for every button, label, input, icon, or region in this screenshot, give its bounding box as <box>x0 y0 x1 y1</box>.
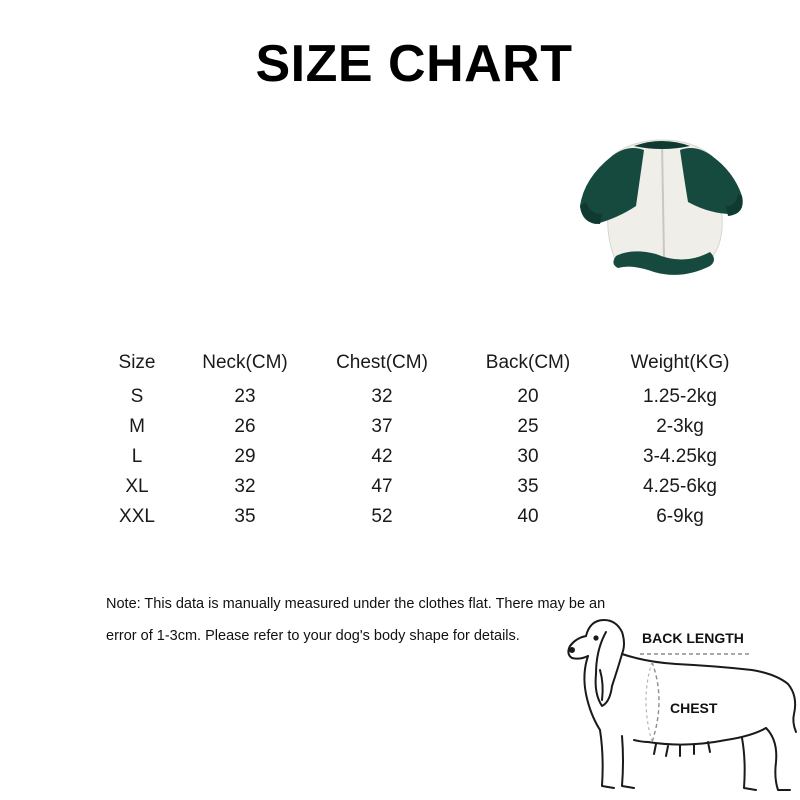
table-row <box>96 502 756 532</box>
cell-size: M <box>129 416 145 437</box>
cell-chest: 32 <box>371 386 393 407</box>
cell-weight: 2-3kg <box>656 416 704 437</box>
cell-weight: 1.25-2kg <box>643 386 717 407</box>
cell-size: S <box>130 386 144 407</box>
cell-neck: 26 <box>234 416 256 437</box>
cell-chest: 52 <box>371 506 393 527</box>
table-header-row <box>96 344 756 382</box>
cell-chest: 47 <box>371 476 393 497</box>
header-size: Size <box>118 352 156 373</box>
chest-label: CHEST <box>670 700 718 716</box>
cell-back: 20 <box>517 386 539 407</box>
back-length-label: BACK LENGTH <box>642 630 744 646</box>
cell-size: L <box>131 446 143 467</box>
cell-neck: 35 <box>234 506 256 527</box>
page-title: SIZE CHART <box>255 35 573 93</box>
cell-back: 35 <box>517 476 539 497</box>
header-neck: Neck(CM) <box>202 352 288 373</box>
cell-back: 40 <box>517 506 539 527</box>
header-chest: Chest(CM) <box>336 352 428 373</box>
cell-neck: 29 <box>234 446 256 467</box>
table-row <box>96 442 756 472</box>
table-row <box>96 382 756 412</box>
cell-back: 25 <box>517 416 539 437</box>
cell-weight: 6-9kg <box>656 506 704 527</box>
cell-neck: 23 <box>234 386 256 407</box>
cell-neck: 32 <box>234 476 256 497</box>
note-line: Note: This data is manually measured under the clothes flat. There may be an <box>106 596 606 612</box>
cell-size: XL <box>125 476 149 497</box>
dog-sweater-icon <box>572 128 752 288</box>
table-row <box>96 412 756 442</box>
cell-chest: 42 <box>371 446 393 467</box>
cell-back: 30 <box>517 446 539 467</box>
cell-weight: 4.25-6kg <box>643 476 717 497</box>
cell-size: XXL <box>119 506 155 527</box>
header-back: Back(CM) <box>485 352 571 373</box>
cell-chest: 37 <box>371 416 393 437</box>
header-weight: Weight(KG) <box>630 352 730 373</box>
note-line: error of 1-3cm. Please refer to your dog's body shape for details. <box>106 628 520 644</box>
cell-weight: 3-4.25kg <box>643 446 717 467</box>
table-row <box>96 472 756 502</box>
size-table <box>96 344 756 532</box>
